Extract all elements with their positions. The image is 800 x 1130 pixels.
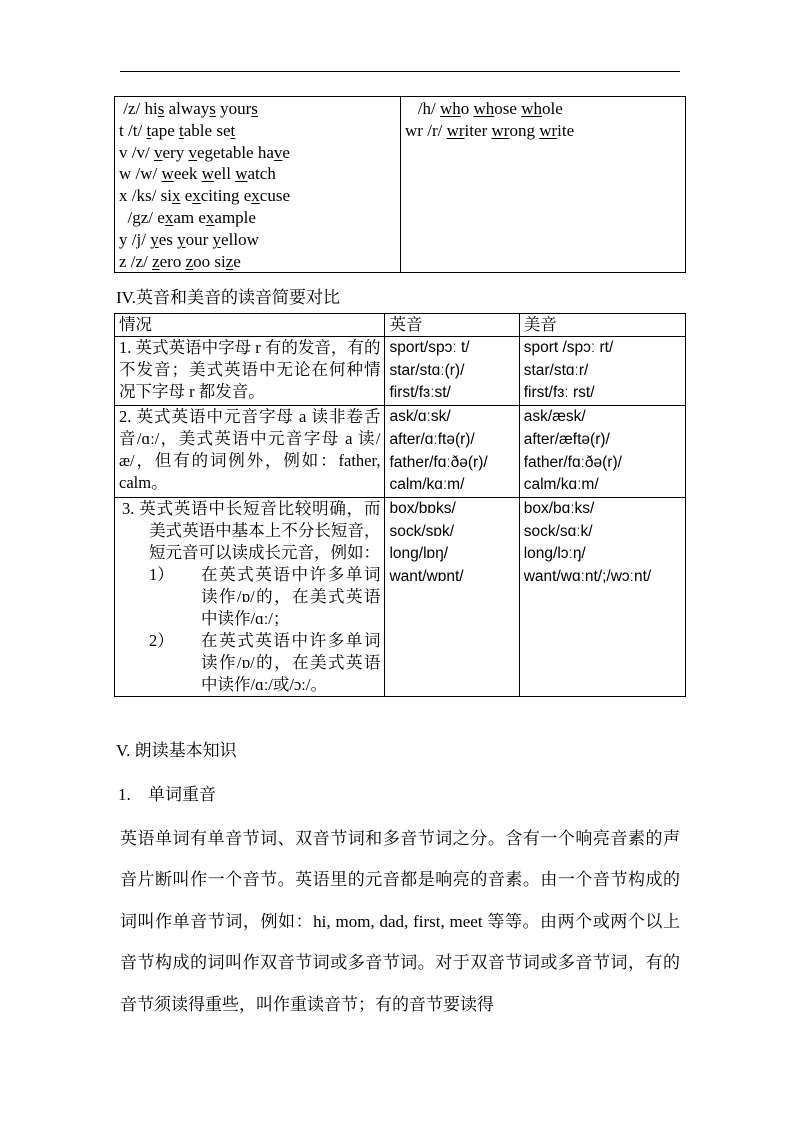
row2-description: 2. 英式英语中元音字母 a 读非卷舌音/ɑː/，美式英语中元音字母 a 读/æ/，但有的词例外，例如：father, calm。 xyxy=(115,406,385,498)
table-row xyxy=(115,337,686,406)
ipa-line: sport /spɔː rt/ xyxy=(523,339,614,356)
row3-sub-item xyxy=(119,564,380,630)
example-word: tape xyxy=(146,120,175,140)
sub-item-number: 2） xyxy=(149,630,174,650)
consonant-line xyxy=(119,142,396,164)
example-word: vegetable xyxy=(188,142,254,162)
example-word: zero xyxy=(152,251,182,271)
ipa-line: calm/kɑːm/ xyxy=(523,476,599,494)
section-5-heading: V. 朗读基本知识 xyxy=(116,741,237,760)
subsection-title: 单词重音 xyxy=(148,785,216,804)
sub-item-number: 1） xyxy=(149,564,174,584)
subsection-number: 1. xyxy=(118,785,131,804)
ipa-line: star/stɑː(r)/ xyxy=(389,361,465,379)
example-word: his xyxy=(144,99,165,118)
ipa-line: father/fɑːðə(r)/ xyxy=(389,453,488,471)
ipa-line: calm/kɑːm/ xyxy=(389,476,465,494)
consonant-line xyxy=(405,120,681,142)
row3-sub-item xyxy=(119,630,380,696)
example-word: set xyxy=(216,120,236,140)
consonant-line xyxy=(119,251,396,273)
sound-label: v /v/ xyxy=(119,142,150,162)
consonant-line xyxy=(119,98,396,120)
example-word: week xyxy=(161,164,198,184)
ipa-line: ask/æsk/ xyxy=(523,408,586,426)
consonant-line xyxy=(405,98,681,120)
sound-label: /h/ xyxy=(417,99,436,118)
example-word: whole xyxy=(521,99,563,118)
header-situation: 情况 xyxy=(115,314,385,337)
ipa-line: after/ɑːftə(r)/ xyxy=(389,430,475,448)
sound-label: /gz/ xyxy=(127,207,154,227)
sound-label: w /w/ xyxy=(119,164,158,184)
row1-american xyxy=(519,337,685,406)
row1-british xyxy=(385,337,519,406)
row3-american xyxy=(519,497,685,696)
example-word: size xyxy=(214,251,241,271)
row1-description: 1. 英式英语中字母 r 有的发音，有的不发音；美式英语中无论在何种情况下字母 r 都发音。 xyxy=(115,337,385,406)
example-word: yours xyxy=(220,99,258,118)
consonant-line xyxy=(119,207,396,229)
example-word: watch xyxy=(235,164,276,184)
header-british: 英音 xyxy=(385,314,519,337)
row3-british xyxy=(385,497,519,696)
row2-british xyxy=(385,406,519,498)
example-word: wrong xyxy=(491,120,535,140)
table-header-row xyxy=(115,314,686,337)
example-word: excuse xyxy=(243,186,291,206)
sound-label: wr /r/ xyxy=(405,120,443,140)
ipa-line: star/stɑːr/ xyxy=(523,361,589,379)
sound-label: x /ks/ xyxy=(119,186,157,206)
ipa-line: want/wɒnt/ xyxy=(389,568,464,586)
sound-label: z /z/ xyxy=(119,251,148,271)
example-word: always xyxy=(168,99,216,118)
ipa-line: long/lɔːŋ/ xyxy=(523,545,586,563)
ipa-line: want/wɑːnt/;/wɔːnt/ xyxy=(523,568,652,586)
consonant-line xyxy=(119,185,396,207)
ipa-line: sport/spɔː t/ xyxy=(389,339,470,356)
ipa-line: long/lɒŋ/ xyxy=(389,545,449,563)
ipa-line: sock/sɑːk/ xyxy=(523,522,593,540)
consonant-line xyxy=(119,163,396,185)
consonant-cell-right xyxy=(401,97,686,273)
example-word: six xyxy=(160,186,181,206)
body-paragraph: 英语单词有单音节词、双音节词和多音节词之分。含有一个响亮音素的声音片断叫作一个音节。英语里的元音都是响亮的音素。由一个音节构成的词叫作单音节词，例如：hi, mom, dad, first, meet 等等。由两个或两个以上音节构成的词叫作双音节词或多音节词。对于双音节词或多音节词，有的音节须读得重些，叫作重读音节；有的音节要读得 xyxy=(120,829,680,1014)
example-word: have xyxy=(257,142,290,162)
sub-item-text: 在英式英语中许多单词读作/ɒ/的，在美式英语中读作/ɑː/； xyxy=(201,564,381,628)
row2-american xyxy=(519,406,685,498)
header-american: 美音 xyxy=(519,314,685,337)
subsection-heading xyxy=(118,780,216,805)
example-word: very xyxy=(153,142,185,162)
example-word: yes xyxy=(150,229,173,249)
comparison-table xyxy=(114,313,686,697)
ipa-line: first/fɜːst/ xyxy=(389,384,451,402)
header-rule xyxy=(120,71,680,72)
example-word: who xyxy=(439,99,470,118)
row3-intro: 3. 英式英语中长短音比较明确，而美式英语中基本上不分长短音，短元音可以读成长元音，例如： xyxy=(122,498,381,562)
consonant-line xyxy=(119,229,396,251)
consonant-cell-left xyxy=(115,97,401,273)
example-word: whose xyxy=(473,99,517,118)
consonant-line xyxy=(119,120,396,142)
row3-description xyxy=(115,497,385,696)
sub-item-text: 在英式英语中许多单词读作/ɒ/的，在美式英语中读作/ɑː/或/ɔː/。 xyxy=(201,630,381,694)
sound-label: /z/ xyxy=(123,99,141,118)
example-word: exam xyxy=(157,207,195,227)
sound-label: t /t/ xyxy=(119,120,143,140)
ipa-line: box/bɒks/ xyxy=(389,499,456,517)
table-row xyxy=(115,406,686,498)
example-word: example xyxy=(198,207,256,227)
example-word: write xyxy=(539,120,575,140)
example-word: writer xyxy=(446,120,488,140)
example-word: zoo xyxy=(185,251,211,271)
example-word: your xyxy=(177,229,209,249)
consonant-table xyxy=(114,96,686,273)
sound-label: y /j/ xyxy=(119,229,146,249)
ipa-line: sock/sɒk/ xyxy=(389,522,455,540)
ipa-line: ask/ɑːsk/ xyxy=(389,408,451,426)
ipa-line: father/fɑːðə(r)/ xyxy=(523,453,622,471)
example-word: table xyxy=(179,120,213,140)
example-word: well xyxy=(201,164,231,184)
section-4-heading: IV.英音和美音的读音简要对比 xyxy=(116,288,340,307)
ipa-line: box/bɑːks/ xyxy=(523,499,595,517)
ipa-line: first/fɜː rst/ xyxy=(523,384,595,402)
example-word: exciting xyxy=(184,186,240,206)
table-row xyxy=(115,497,686,696)
ipa-line: after/æftə(r)/ xyxy=(523,430,610,448)
example-word: yellow xyxy=(212,229,259,249)
